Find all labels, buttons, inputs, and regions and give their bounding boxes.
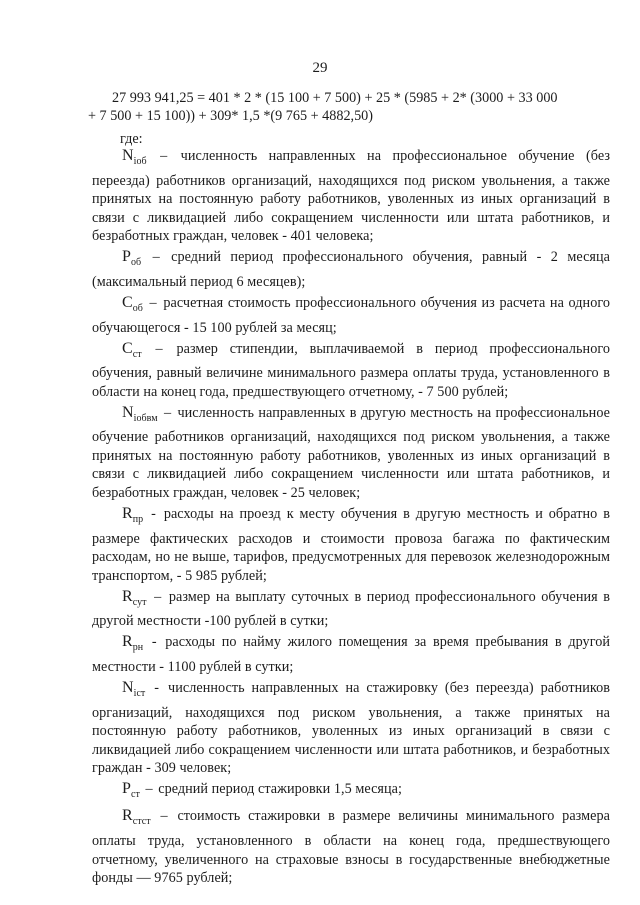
variable-symbol: N: [122, 403, 134, 421]
variable-symbol: N: [122, 678, 134, 696]
definition-text: размер стипендии, выплачиваемой в период профессионального обучения, равный величине минимального размера оплаты труда, установленного в области на конец года, предшествующего отчетному, - 7 500 рублей;: [92, 340, 610, 400]
variable-symbol: P: [122, 248, 131, 266]
definition-item: $P_{об}$ – средний период профессионального обучения, равный - 2 месяца (максимальный период 6 месяцев);: [92, 248, 610, 290]
variable-subscript: рн: [132, 642, 144, 654]
variable-subscript: ст: [130, 789, 140, 801]
where-label: где:: [120, 131, 143, 147]
variable-symbol: R: [122, 505, 133, 523]
definition-text: численность направленных на стажировку (без переезда) работников организаций, находящихся под риском увольнения, а также принятых на постоянную работу работников, уволенных из иных организаций в связи с ликвидацией либо сокращением численности или штата работников, и безработных граждан - 309 человек;: [92, 679, 611, 777]
definition-text: численность направленных в другую местность на профессиональное обучение работников организаций, находящихся под риском увольнения, а также принятых на постоянную работу работников, уволенных из иных организаций в связи с ликвидацией либо сокращением численности или штата работников, и безработных граждан, человек - 25 человек;: [92, 404, 610, 502]
variable-subscript: об: [132, 302, 143, 314]
definition-text: расходы по найму жилого помещения за время пребывания в другой местности - 1100 рублей в сутки;: [92, 634, 610, 675]
variable-symbol: N: [122, 147, 134, 164]
variable-symbol: C: [122, 339, 133, 357]
definition-item: $R_{стст}$ – стоимость стажировки в размере величины минимального размера оплаты труда, установленного в области на конец года, предшествующего отчетному, увеличенного на страховые взносы в государственные внебюджетные фонды — 9765 рублей;: [92, 807, 610, 887]
definition-text: численность направленных на профессиональное обучение (без переезда) работников организаций, находящихся под риском увольнения, а также принятых на постоянную работу работников, уволенных из иных организаций в связи с ликвидацией либо сокращением численности или штата работников, и безработных граждан, человек - 401 человека;: [92, 148, 610, 245]
definition-text: расчетная стоимость профессионального обучения из расчета на одного обучающегося - 15 100 рублей за месяц;: [92, 294, 610, 336]
definitions-list: [92, 147, 610, 890]
definition-text: расходы на проезд к месту обучения в другую местность и обратно в размере фактических расходов и стоимости провоза багажа по фактическим расходам, но не выше, тарифов, предусмотренных для перевозок железнодорожным транспортом, - 5 985 рублей;: [92, 506, 610, 584]
definition-item: $N_{iоб}$ – численность направленных на профессиональное обучение (без переезда) работников организаций, находящихся под риском увольнения, а также принятых на постоянную работу работников, уволенных из иных организаций в связи с ликвидацией либо сокращением численности или штата работников, и безработных граждан, человек - 401 человека;: [92, 147, 610, 245]
variable-subscript: ст: [132, 348, 142, 360]
definition-item: $N_{iст}$ - численность направленных на стажировку (без переезда) работников организаций, находящихся под риском увольнения, а также принятых на постоянную работу работников, уволенных из иных организаций в связи с ликвидацией либо сокращением численности или штата работников, и безработных граждан - 309 человек;: [92, 678, 611, 777]
variable-subscript: пр: [132, 514, 144, 526]
formula-line-1: 27 993 941,25 = 401 * 2 * (15 100 + 7 500) + 25 * (5985 + 2* (3000 + 33 000: [112, 90, 558, 106]
variable-symbol: R: [122, 587, 133, 605]
variable-subscript: iст: [133, 687, 146, 699]
definition-item: $C_{ст}$ – размер стипендии, выплачиваемой в период профессионального обучения, равный величине минимального размера оплаты труда, установленного в области на конец года, предшествующего отчетному, - 7 500 рублей;: [92, 339, 610, 400]
variable-symbol: R: [122, 807, 133, 825]
variable-subscript: iоб: [133, 156, 147, 167]
definition-item: $N_{iобвм}$ – численность направленных в другую местность на профессиональное обучение работников организаций, находящихся под риском увольнения, а также принятых на постоянную работу работников, уволенных из иных организаций в связи с ликвидацией либо сокращением численности или штата работников, и безработных граждан, человек - 25 человек;: [92, 403, 610, 502]
variable-symbol: R: [122, 633, 133, 651]
variable-symbol: P: [122, 780, 131, 798]
definition-item: $R_{пр}$ - расходы на проезд к месту обучения в другую местность и обратно в размере фактических расходов и стоимости провоза багажа по фактическим расходам, но не выше, тарифов, предусмотренных для перевозок железнодорожным транспортом, - 5 985 рублей;: [92, 505, 610, 584]
formula: [88, 89, 608, 125]
definition-item: $C_{об}$ – расчетная стоимость профессионального обучения из расчета на одного обучающегося - 15 100 рублей за месяц;: [92, 293, 610, 336]
definition-text: средний период профессионального обучения, равный - 2 месяца (максимальный период 6 месяцев);: [92, 249, 610, 290]
variable-subscript: сут: [132, 596, 147, 608]
variable-subscript: стст: [132, 816, 151, 828]
definition-text: стоимость стажировки в размере величины минимального размера оплаты труда, установленного в области на конец года, предшествующего отчетному, увеличенного на страховые взносы в государственные внебюджетные фонды — 9765 рублей;: [92, 808, 610, 887]
page-number: 29: [312, 60, 328, 76]
definition-item: $R_{сут}$ – размер на выплату суточных в период профессионального обучения в другой местности -100 рублей в сутки;: [92, 587, 610, 630]
definition-text: средний период стажировки 1,5 месяца;: [158, 781, 402, 798]
definition-text: размер на выплату суточных в период профессионального обучения в другой местности -100 рублей в сутки;: [92, 588, 610, 630]
variable-subscript: об: [130, 257, 142, 269]
variable-subscript: iобвм: [133, 412, 158, 424]
definition-item: $R_{рн}$ - расходы по найму жилого помещения за время пребывания в другой местности - 1100 рублей в сутки;: [92, 633, 610, 675]
formula-line-2: + 7 500 + 15 100)) + 309* 1,5 *(9 765 + 4882,50): [88, 108, 373, 124]
variable-symbol: C: [122, 293, 133, 311]
definition-item: $P_{ст}$ – средний период стажировки 1,5 месяца;: [122, 780, 402, 801]
